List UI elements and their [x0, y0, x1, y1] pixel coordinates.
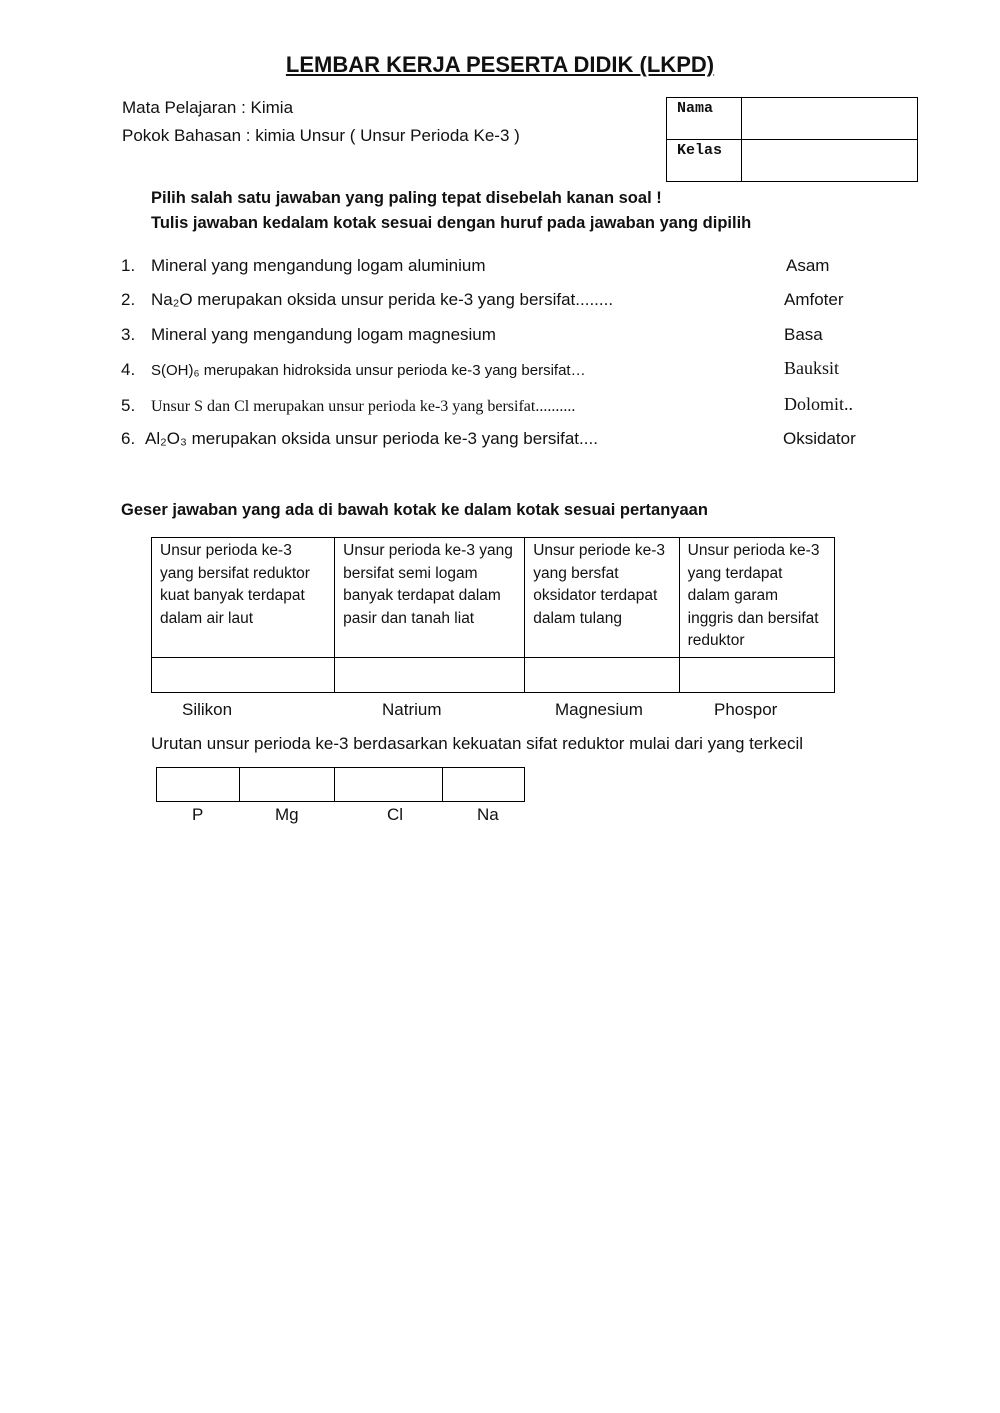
drag-table: [151, 537, 835, 693]
question-number: 1.: [121, 256, 136, 275]
question-number: 5.: [121, 396, 136, 415]
question-number: 6.: [121, 429, 136, 448]
question-6: [121, 429, 598, 449]
class-field[interactable]: [742, 140, 918, 182]
answer-asam[interactable]: Asam: [786, 256, 830, 275]
answer-bauksit[interactable]: Bauksit: [784, 358, 840, 378]
choice-na[interactable]: Na: [477, 805, 499, 824]
answer-dolomit[interactable]: Dolomit..: [784, 394, 854, 414]
column-description: Unsur perioda ke-3 yang terdapat dalam garam inggris dan bersifat reduktor: [679, 538, 834, 658]
question-3: [121, 325, 496, 345]
section2-heading: Geser jawaban yang ada di bawah kotak ke dalam kotak sesuai pertanyaan: [121, 501, 708, 519]
question-number: 3.: [121, 325, 136, 344]
order-table: [156, 767, 525, 802]
drop-box-1[interactable]: [152, 657, 335, 692]
question-1: [121, 256, 486, 276]
question-text: Al₂O₃ merupakan oksida unsur perioda ke-3 yang bersifat....: [145, 429, 598, 448]
topic-line: Pokok Bahasan : kimia Unsur ( Unsur Perioda Ke-3 ): [122, 126, 520, 145]
question-text: Mineral yang mengandung logam magnesium: [151, 325, 496, 344]
choice-silikon[interactable]: Silikon: [182, 700, 233, 719]
choice-magnesium[interactable]: Magnesium: [555, 700, 643, 719]
question-2: [121, 290, 613, 310]
question-number: 2.: [121, 290, 136, 309]
order-box-4[interactable]: [443, 768, 525, 802]
order-box-3[interactable]: [335, 768, 443, 802]
choice-natrium[interactable]: Natrium: [382, 700, 442, 719]
subject-line: Mata Pelajaran : Kimia: [122, 98, 294, 117]
answer-oksidator[interactable]: Oksidator: [783, 429, 856, 448]
question-text: Na₂O merupakan oksida unsur perida ke-3 yang bersifat........: [151, 290, 614, 309]
column-description: Unsur periode ke-3 yang bersfat oksidator terdapat dalam tulang: [525, 538, 679, 658]
answer-basa[interactable]: Basa: [784, 325, 823, 344]
order-box-1[interactable]: [157, 768, 240, 802]
question-5: [121, 396, 575, 416]
drop-box-2[interactable]: [335, 657, 525, 692]
question-4: [121, 360, 586, 380]
question-text: Mineral yang mengandung logam aluminium: [151, 256, 486, 275]
class-label: Kelas: [667, 140, 742, 182]
column-description: Unsur perioda ke-3 yang bersifat reduktor kuat banyak terdapat dalam air laut: [152, 538, 335, 658]
name-label: Nama: [667, 98, 742, 140]
drop-box-3[interactable]: [525, 657, 679, 692]
order-box-2[interactable]: [240, 768, 335, 802]
choice-cl[interactable]: Cl: [387, 805, 404, 824]
answer-amfoter[interactable]: Amfoter: [784, 290, 844, 309]
name-field[interactable]: [742, 98, 918, 140]
question-text: S(OH)₆ merupakan hidroksida unsur perioda ke-3 yang bersifat…: [151, 362, 586, 379]
drop-box-4[interactable]: [679, 657, 834, 692]
page-title: LEMBAR KERJA PESERTA DIDIK (LKPD): [285, 52, 715, 77]
section3-heading: Urutan unsur perioda ke-3 berdasarkan kekuatan sifat reduktor mulai dari yang terkecil: [151, 734, 804, 753]
instruction-line-2: Tulis jawaban kedalam kotak sesuai dengan huruf pada jawaban yang dipilih: [151, 214, 752, 232]
choice-phospor[interactable]: Phospor: [714, 700, 778, 719]
choice-p[interactable]: P: [192, 805, 204, 824]
column-description: Unsur perioda ke-3 yang bersifat semi logam banyak terdapat dalam pasir dan tanah liat: [335, 538, 525, 658]
question-number: 4.: [121, 360, 136, 379]
choice-mg[interactable]: Mg: [275, 805, 299, 824]
instruction-line-1: Pilih salah satu jawaban yang paling tepat disebelah kanan soal !: [151, 189, 662, 207]
identity-table: [666, 97, 918, 182]
question-text: Unsur S dan Cl merupakan unsur perioda ke-3 yang bersifat..........: [151, 398, 576, 415]
